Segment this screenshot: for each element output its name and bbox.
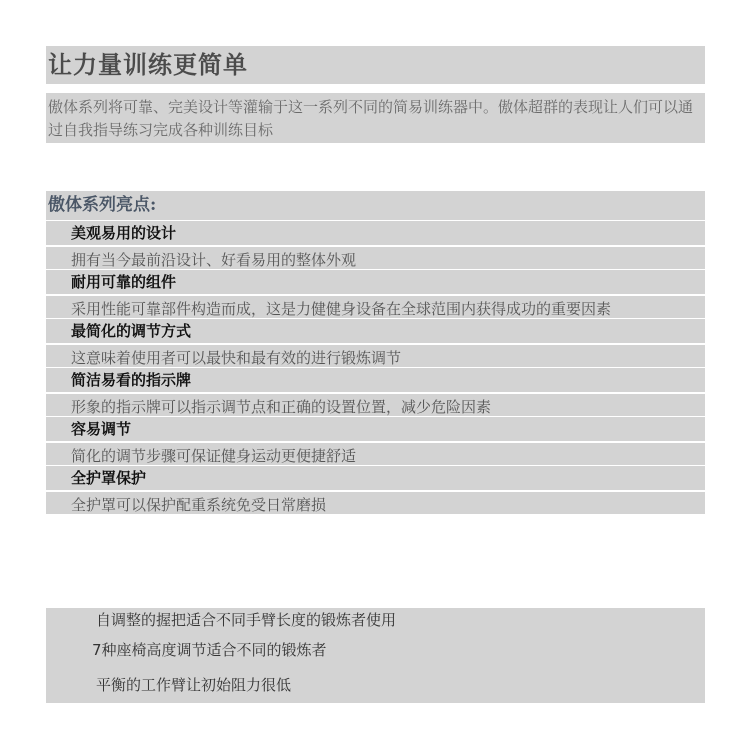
feature-description: 拥有当今最前沿设计、好看易用的整体外观 bbox=[46, 245, 705, 269]
spec-item: 7种座椅高度调节适合不同的锻炼者 bbox=[92, 640, 327, 659]
feature-description: 简化的调节步骤可保证健身运动更便捷舒适 bbox=[46, 441, 705, 465]
spec-item: 自调整的握把适合不同手臂长度的锻炼者使用 bbox=[96, 610, 397, 629]
features-section bbox=[46, 191, 705, 545]
title-band bbox=[46, 46, 705, 84]
feature-description: 全护罩可以保护配重系统免受日常磨损 bbox=[46, 490, 705, 514]
feature-name: 耐用可靠的组件 bbox=[46, 270, 705, 294]
feature-name: 最简化的调节方式 bbox=[46, 319, 705, 343]
page-title: 让力量训练更简单 bbox=[48, 50, 248, 79]
feature-name: 全护罩保护 bbox=[46, 466, 705, 490]
feature-name: 美观易用的设计 bbox=[46, 221, 705, 245]
intro-paragraph: 傲体系列将可靠、完美设计等灌输于这一系列不同的简易训练器中。傲体超群的表现让人们可以通过自我指导练习完成各种训练目标 bbox=[46, 93, 705, 143]
feature-description: 这意味着使用者可以最快和最有效的进行锻炼调节 bbox=[46, 343, 705, 367]
feature-name: 简洁易看的指示牌 bbox=[46, 368, 705, 392]
feature-description: 形象的指示牌可以指示调节点和正确的设置位置，减少危险因素 bbox=[46, 392, 705, 416]
feature-name: 容易调节 bbox=[46, 417, 705, 441]
specs-list bbox=[46, 608, 705, 703]
features-heading: 傲体系列亮点: bbox=[46, 191, 705, 220]
feature-description: 采用性能可靠部件构造而成，这是力健健身设备在全球范围内获得成功的重要因素 bbox=[46, 294, 705, 318]
spec-item: 平衡的工作臂让初始阻力很低 bbox=[96, 676, 292, 694]
